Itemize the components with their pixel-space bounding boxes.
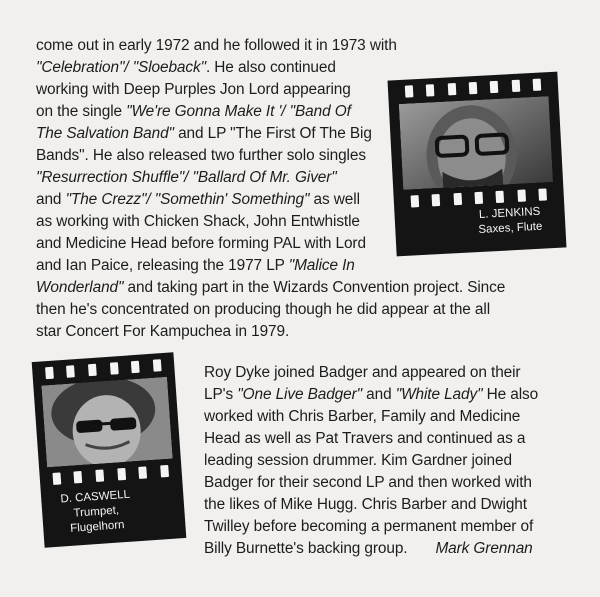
photo-frame-caswell (32, 352, 187, 547)
text-line: "Resurrection Shuffle"/ "Ballard Of Mr. Giver" (36, 169, 337, 186)
text-line: "Celebration"/ "Sloeback". He also continued (36, 59, 336, 76)
text-line: and Medicine Head before forming PAL with Lord (36, 235, 366, 252)
text-line: Bands". He also released two further solo singles (36, 147, 366, 164)
text-line: working with Deep Purples Jon Lord appearing (36, 81, 351, 98)
photo-caption-name: D. CASWELL (60, 488, 131, 506)
text-line: The Salvation Band" and LP "The First Of The Big (36, 125, 372, 142)
portrait-photo-jenkins (399, 96, 553, 190)
photo-caption-role: Saxes, Flute (478, 220, 543, 237)
photo-caption-role: Flugelhorn (69, 519, 125, 535)
photo-caption-role: Trumpet, (73, 504, 120, 520)
text-line: LP's "One Live Badger" and "White Lady" He also (204, 386, 539, 403)
text-line: Twilley before becoming a permanent member of (204, 518, 534, 535)
text-line: Head as well as Pat Travers and continued as a (204, 430, 526, 447)
text-line: star Concert For Kampuchea in 1979. (36, 323, 290, 340)
author-signature: Mark Grennan (435, 540, 533, 557)
text-line: Billy Burnette's backing group. Mark Grennan (204, 540, 533, 557)
text-line: the likes of Mike Hugg. Chris Barber and Dwight (204, 496, 527, 513)
text-line: Roy Dyke joined Badger and appeared on their (204, 364, 521, 381)
text-line: as working with Chicken Shack, John Entwhistle (36, 213, 360, 230)
text-line: and "The Crezz"/ "Somethin' Something" as well (36, 191, 360, 208)
text-line: then he's concentrated on producing though he did appear at the all (36, 301, 491, 318)
text-line: and Ian Paice, releasing the 1977 LP "Malice In (36, 257, 355, 274)
photo-frame-jenkins (388, 72, 567, 257)
text-line: leading session drummer. Kim Gardner joined (204, 452, 512, 469)
text-line: Wonderland" and taking part in the Wizards Convention project. Since (36, 279, 506, 296)
portrait-photo-caswell (41, 377, 172, 468)
text-line: on the single "We're Gonna Make It '/ "Band Of (36, 103, 351, 120)
text-line: Badger for their second LP and then worked with (204, 474, 532, 491)
text-line: worked with Chris Barber, Family and Medicine (204, 408, 521, 425)
text-line: come out in early 1972 and he followed it in 1973 with (36, 37, 397, 54)
photo-caption-name: L. JENKINS (478, 205, 541, 221)
